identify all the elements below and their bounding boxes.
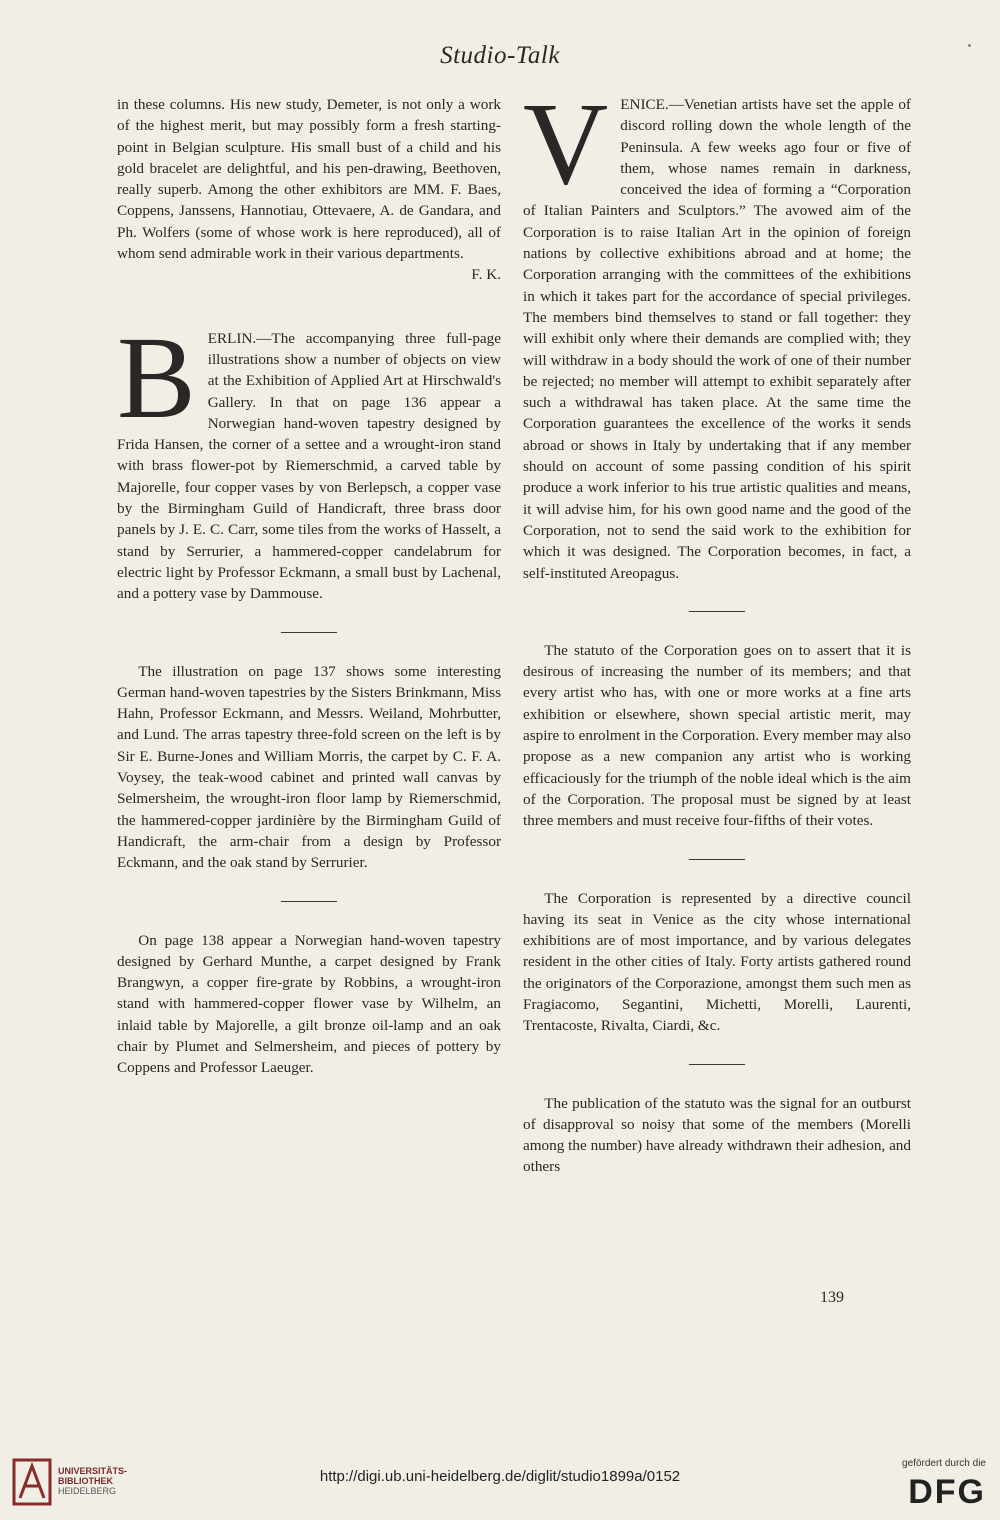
footer [0,1440,1000,1520]
author-signature: F. K. [471,266,501,284]
section-rule [281,632,337,633]
section-rule [281,901,337,902]
page-title: Studio-Talk [440,42,560,69]
left-column [117,94,501,1079]
paragraph-page-137: The illustration on page 137 shows some interesting German hand-woven tapestries by the Sisters Brinkmann, Miss Hahn, Professor Eckmann, and Messrs. Weiland, Mohrbutter, and Lund. The arras tapestry three-fold screen on the left is by Sir E. Burne-Jones and William Morris, the carpet by C. F. A. Voysey, the teak-wood cabinet and printed wall canvas by Selmersheim, the wrought-iron floor lamp by Riemerschmid, the hammered-copper jardinière by the Birmingham Guild of Handicraft, the arm-chair from a design by Professor Eckmann, and the oak stand by Serrurier. [117,662,501,872]
section-rule [689,611,745,612]
drop-cap-b: B [117,311,196,443]
venice-text: ENICE.—Venetian artists have set the apple of discord rolling down the whole length of the Peninsula. A few weeks ago four or five of them, whose names remain in darkness, conceived the idea of forming a “Corporation of Italian Painters and Sculptors.” The avowed aim of the Corporation is to raise Italian Art in the opinion of foreign nations by collective exhibitions abroad and at home; the Corporation arranging with the committees of the exhibitions in which it takes part for the accordance of special privileges. The members bind themselves to stand or fall together: they will exhibit only where their demands are complied with; they will withdraw in a body should the work of one of their number be rejected; no member will attempt to exhibit separately after such a withdrawal has taken place. At the same time the Corporation guarantees the excellence of the works it sends abroad or shows in Italy by undertaking that if any member should on account of some passing condition of his spirit produce a work inferior to his true artistic qualities and means, it will advise him, for his own good name and the good of the Corporation, not to send the said work to the exhibition for which it was designed. The Corporation becomes, in fact, a self-instituted Areopagus. [523,96,911,582]
paragraph-page-138: On page 138 appear a Norwegian hand-woven tapestry designed by Gerhard Munthe, a carpet designed by Frank Brangwyn, a copper fire-grate by Robbins, a wrought-iron stand with hammered-copper flower vase by Wilhelm, an inlaid table by Majorelle, a gilt bronze oil-lamp and an oak chair by Plumet and Selmersheim, and pieces of pottery by Coppens and Professor Laeuger. [117,931,501,1077]
source-url-link[interactable]: http://digi.ub.uni-heidelberg.de/diglit/studio1899a/0152 [319,1468,681,1485]
drop-cap-v: V [523,78,609,209]
library-line-2: BIBLIOTHEK [58,1476,113,1486]
dfg-logo: DFG [908,1473,986,1511]
berlin-text: ERLIN.—The accompanying three full-page illustrations show a number of objects on view at the Exhibition of Applied Art at Hirschwald's Gallery. In that on page 136 appear a Norwegian hand-woven tapestry designed by Frida Hansen, the corner of a settee and a wrought-iron stand with brass flower-pot by Riemerschmid, a carved table by Majorelle, four copper vases by von Berlepsch, a copper vase by the Birmingham Guild of Handicraft, three brass door panels by J. E. C. Carr, some tiles from the works of Hasselt, a stand by Serrurier, a hammered-copper candelabrum for electric light by Professor Eckmann, a small bust by Lachenal, and a pottery vase by Dammouse. [117,329,501,603]
paragraph-demeter: in these columns. His new study, Demeter, is not only a work of the highest merit, but may possibly form a fresh starting-point in Belgian sculpture. His small bust of a child and his gold bracelet are delightful, and his pen-drawing, Beethoven, really superb. Among the other exhibitors are MM. F. Baes, Coppens, Janssens, Hannotiau, Ottevaere, A. de Gandara, and Ph. Wolfers (some of whose work is here reproduced), all of whom send admirable work in their various departments. [117,96,501,263]
paragraph-venice [523,78,911,584]
right-column [523,78,912,1178]
paragraph-publication: The publication of the statuto was the signal for an outburst of disapproval so noisy that some of the members (Morelli among the number) have already withdrawn their adhesion, and others [523,1094,911,1176]
library-line-1: UNIVERSITÄTS- [58,1466,128,1476]
paragraph-statuto: The statuto of the Corporation goes on to assert that it is desirous of increasing the number of its members; and that every artist who has, with one or more works at a fine arts exhibition or elsewhere, shown special artistic merit, may aspire to enrolment in the Corporation. Every member may also propose as a new companion any artist who is working efficaciously for the triumph of the noble ideal which is the aim of the Corporation. The proposal must be signed by at least three members and must receive four-fifths of their votes. [523,641,912,830]
funded-by-label: gefördert durch die [902,1458,986,1469]
section-rule [689,859,745,860]
paragraph-represented: The Corporation is represented by a directive council having its seat in Venice as the city whose international exhibitions are of most importance, and by various delegates resident in the other cities of Italy. Forty artists gathered round the originators of the Corporazione, amongst them such men as Fragiacomo, Segantini, Michetti, Morelli, Laurenti, Trentacoste, Rivalta, Ciardi, &c. [523,889,911,1035]
library-line-3: HEIDELBERG [58,1486,117,1496]
page-number: 139 [820,1289,844,1306]
section-rule [689,1064,745,1065]
paragraph-berlin [117,311,501,605]
